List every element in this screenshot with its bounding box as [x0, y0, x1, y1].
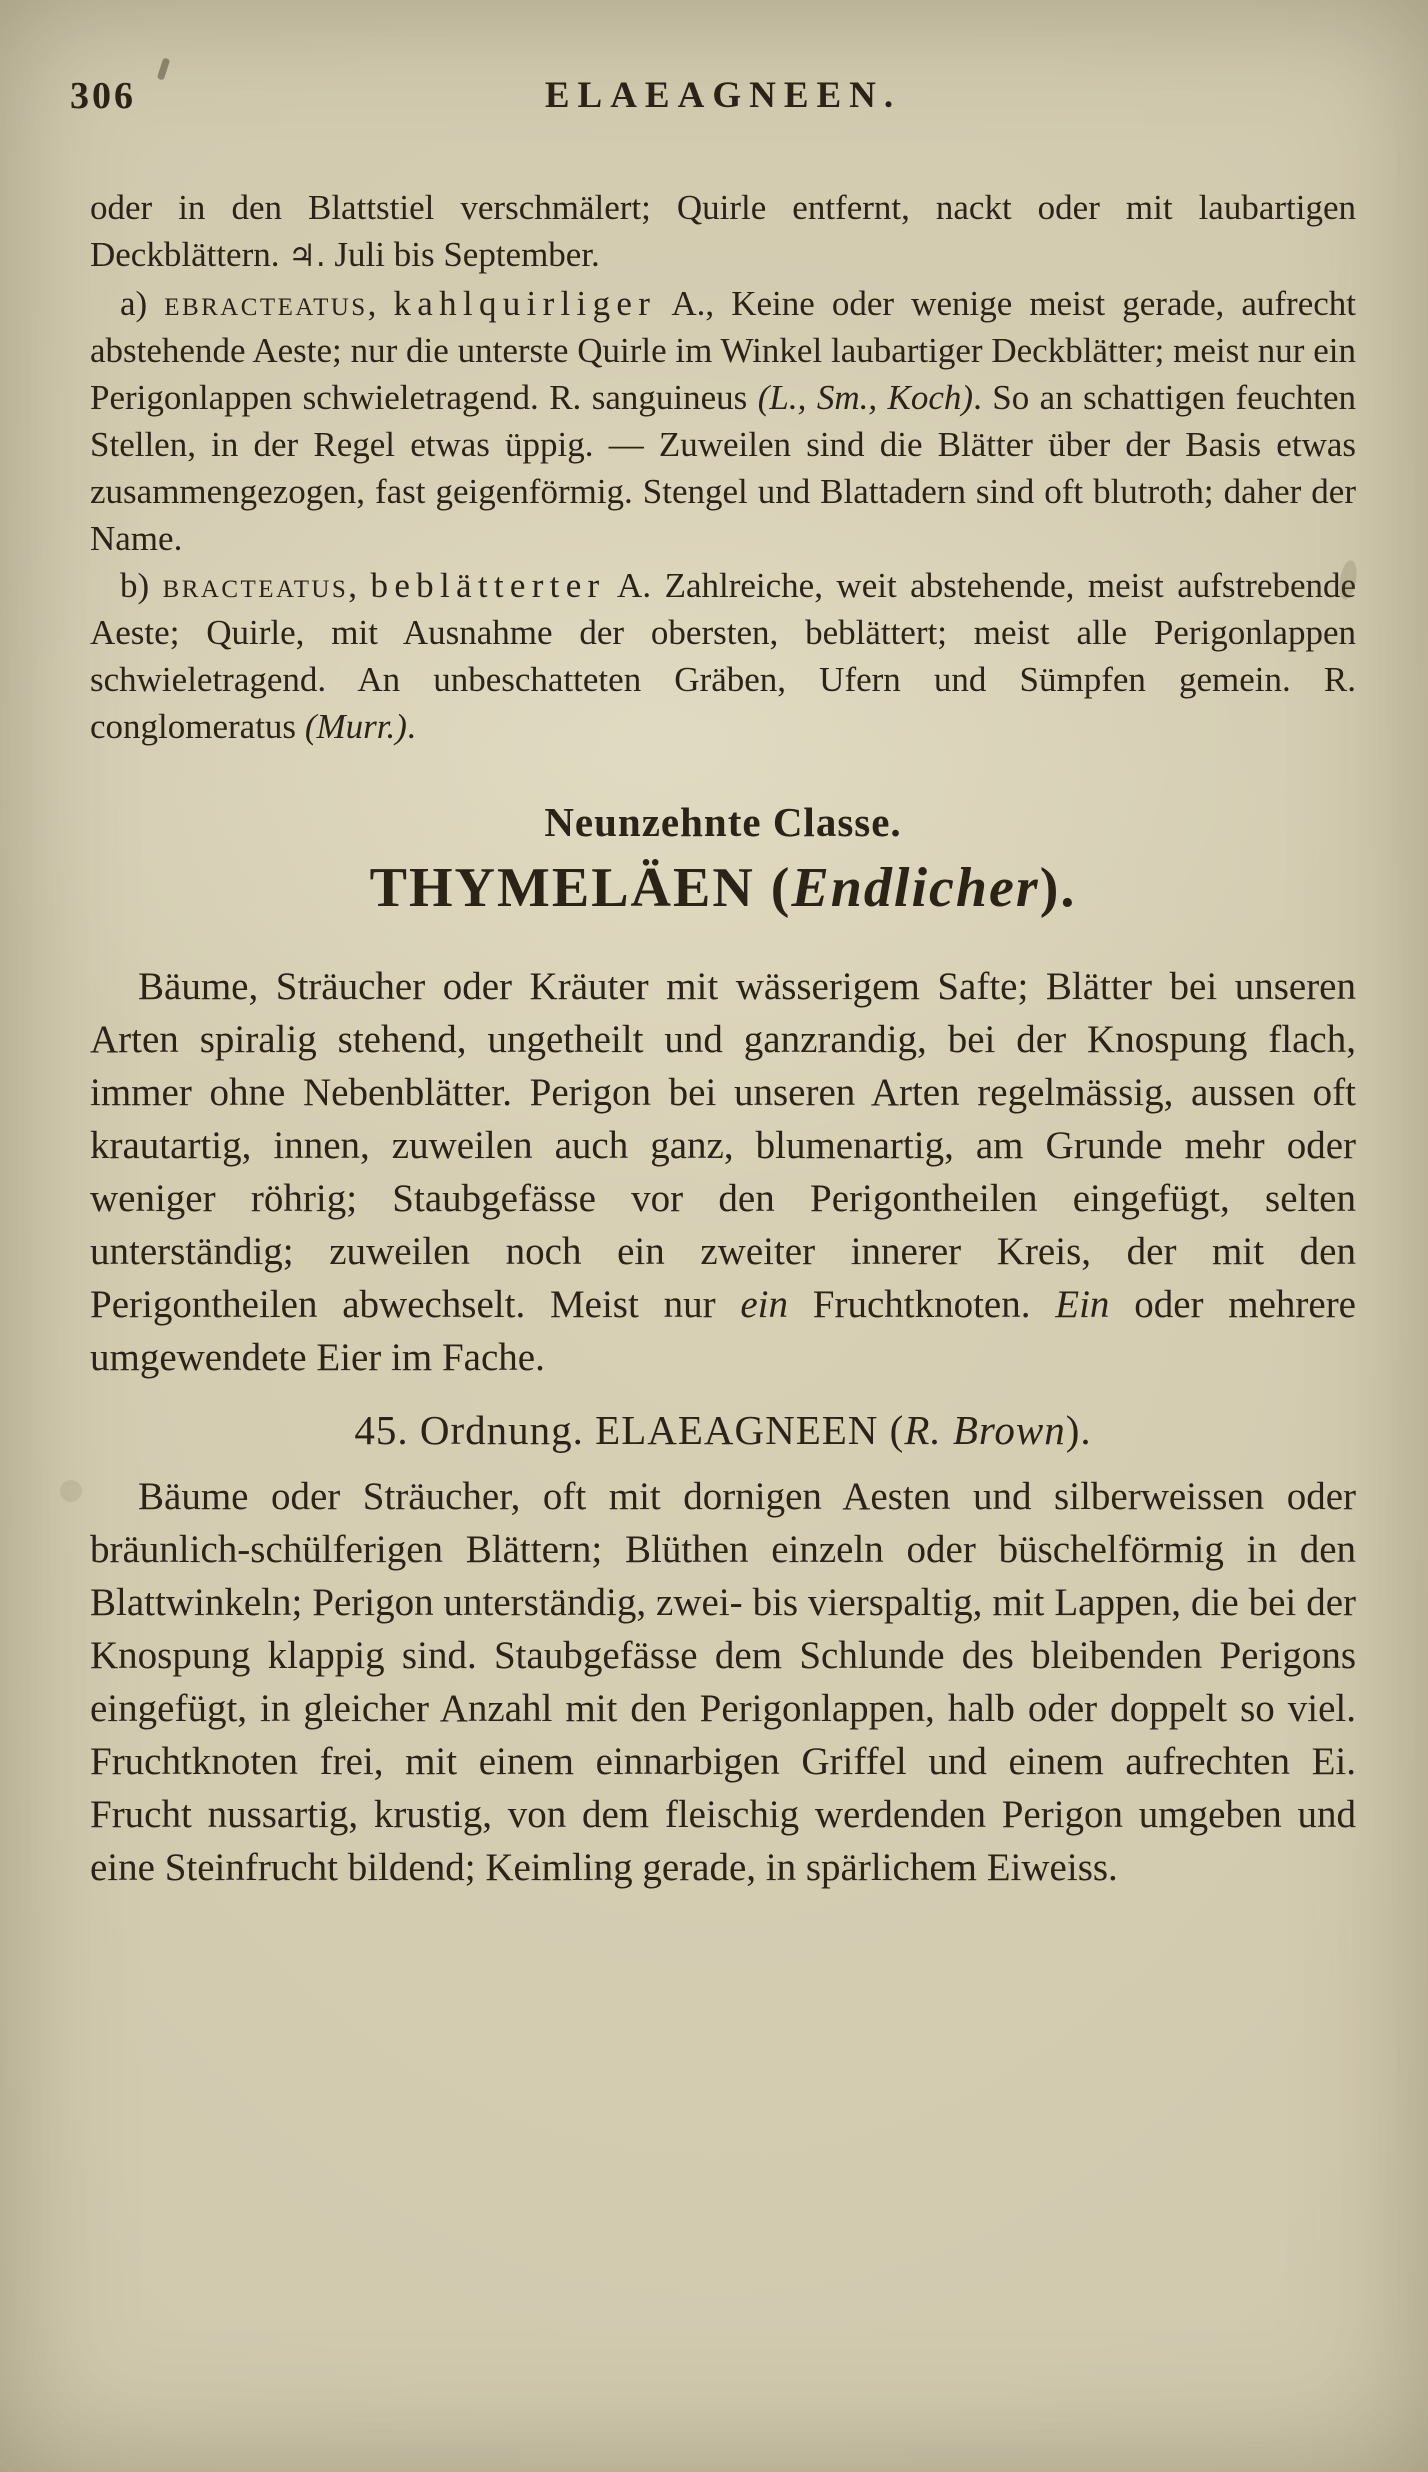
separator: , [367, 284, 394, 323]
order-heading-close: ). [1065, 1407, 1092, 1453]
order-heading [90, 1406, 1356, 1454]
order-name: 45. Ordnung. ELAEAGNEEN ( [354, 1407, 905, 1453]
family-author: Endlicher [791, 857, 1040, 919]
family-heading-close: ). [1039, 857, 1077, 919]
intro-flowering-time: Juli bis September. [325, 235, 600, 274]
rumex-section [90, 184, 1356, 750]
family-description-text: Bäume, Sträucher oder Kräuter mit wässerigem Safte; Blätter bei unseren Arten spiralig stehend, ungetheilt und ganzrandig, bei der Knospung flach, immer ohne Nebenblätter. Perigon bei unseren Arten regelmässig, aussen oft krautartig, innen, zuweilen auch ganz, blumenartig, am Grunde mehr oder weniger röhrig; Staubgefässe vor den Perigontheilen eingefügt, selten unterständig; zuweilen noch ein zweiter innerer Kreis, der mit den Perigontheilen abwechselt. Meist nur [90, 965, 1356, 1326]
family-description-text: oder mehrere umgewendete Eier im Fache. [90, 1283, 1356, 1379]
variety-a-notes: . So an schattigen feuchten Stellen, in der Regel etwas üppig. — Zuweilen sind die Blätter über der Basis etwas zusammengezogen, fast geigenförmig. Stengel und Blattadern sind oft blutroth; daher der Name. [90, 378, 1356, 558]
elaeagneen-section [90, 1406, 1356, 1894]
variety-b-label: b) [120, 566, 163, 605]
variety-b-notes: . [406, 707, 416, 746]
scan-artifact [60, 1480, 82, 1502]
page-number: 306 [70, 75, 136, 117]
variety-b-paragraph [90, 562, 1356, 750]
variety-b-author-citation: (Murr.) [304, 707, 407, 746]
variety-a-author-citation: (L., Sm., Koch) [757, 378, 974, 417]
variety-b-latin-name: bracteatus [162, 566, 349, 605]
variety-a-german-name: kahlquirliger [393, 284, 657, 323]
emphasis-ein: ein [740, 1283, 788, 1326]
variety-a-label: a) [120, 284, 165, 323]
variety-b-german-name: beblätterter [370, 566, 606, 605]
paragraph-intro [90, 184, 1356, 280]
order-author: R. Brown [904, 1407, 1066, 1453]
order-description: Bäume oder Sträucher, oft mit dornigen Aesten und silberweissen oder bräunlich-schülferigen Blättern; Blüthen einzeln oder büschelförmig in den Blattwinkeln; Perigon unterständig, zwei- bis vierspaltig, mit Lappen, die bei der Knospung klappig sind. Staubgefässe dem Schlunde des bleibenden Perigons eingefügt, in gleicher Anzahl mit den Perigonlappen, halb oder doppelt so viel. Fruchtknoten frei, mit einem einnarbigen Griffel und einem aufrechten Ei. Frucht nussartig, krustig, von dem fleischig werdenden Perigon umgeben und eine Steinfrucht bildend; Keimling gerade, in spärlichem Eiweiss. [90, 1475, 1356, 1889]
thymelaeen-section [90, 798, 1356, 1384]
family-heading [90, 856, 1356, 920]
emphasis-Ein: Ein [1055, 1283, 1110, 1326]
page-header [70, 74, 1356, 128]
intro-text: oder in den Blattstiel verschmälert; Quirle entfernt, nackt oder mit laubartigen Deckblättern. [90, 188, 1356, 274]
family-description-text: Fruchtknoten. [788, 1283, 1056, 1326]
variety-a-latin-name: ebracteatus [164, 284, 368, 323]
variety-a-description: A., Keine oder wenige meist gerade, aufrecht abstehende Aeste; nur die unterste Quirle im Winkel laubartiger Deckblätter; meist nur ein Perigonlappen schwieletragend. R. sanguineus [90, 284, 1356, 417]
family-description [90, 960, 1356, 1384]
variety-b-description: A. Zahlreiche, weit abstehende, meist aufstrebende Aeste; Quirle, mit Ausnahme der obersten, beblättert; meist alle Perigonlappen schwieletragend. An unbeschatteten Gräben, Ufern und Sümpfen gemein. R. conglomeratus [90, 566, 1357, 746]
separator: , [348, 566, 371, 605]
variety-a-paragraph [90, 280, 1356, 562]
family-name: THYMELÄEN ( [369, 857, 792, 919]
running-header: ELAEAGNEEN. [544, 75, 902, 116]
class-heading: Neunzehnte Classe. [544, 799, 902, 845]
perennial-symbol: ♃. [288, 238, 326, 274]
